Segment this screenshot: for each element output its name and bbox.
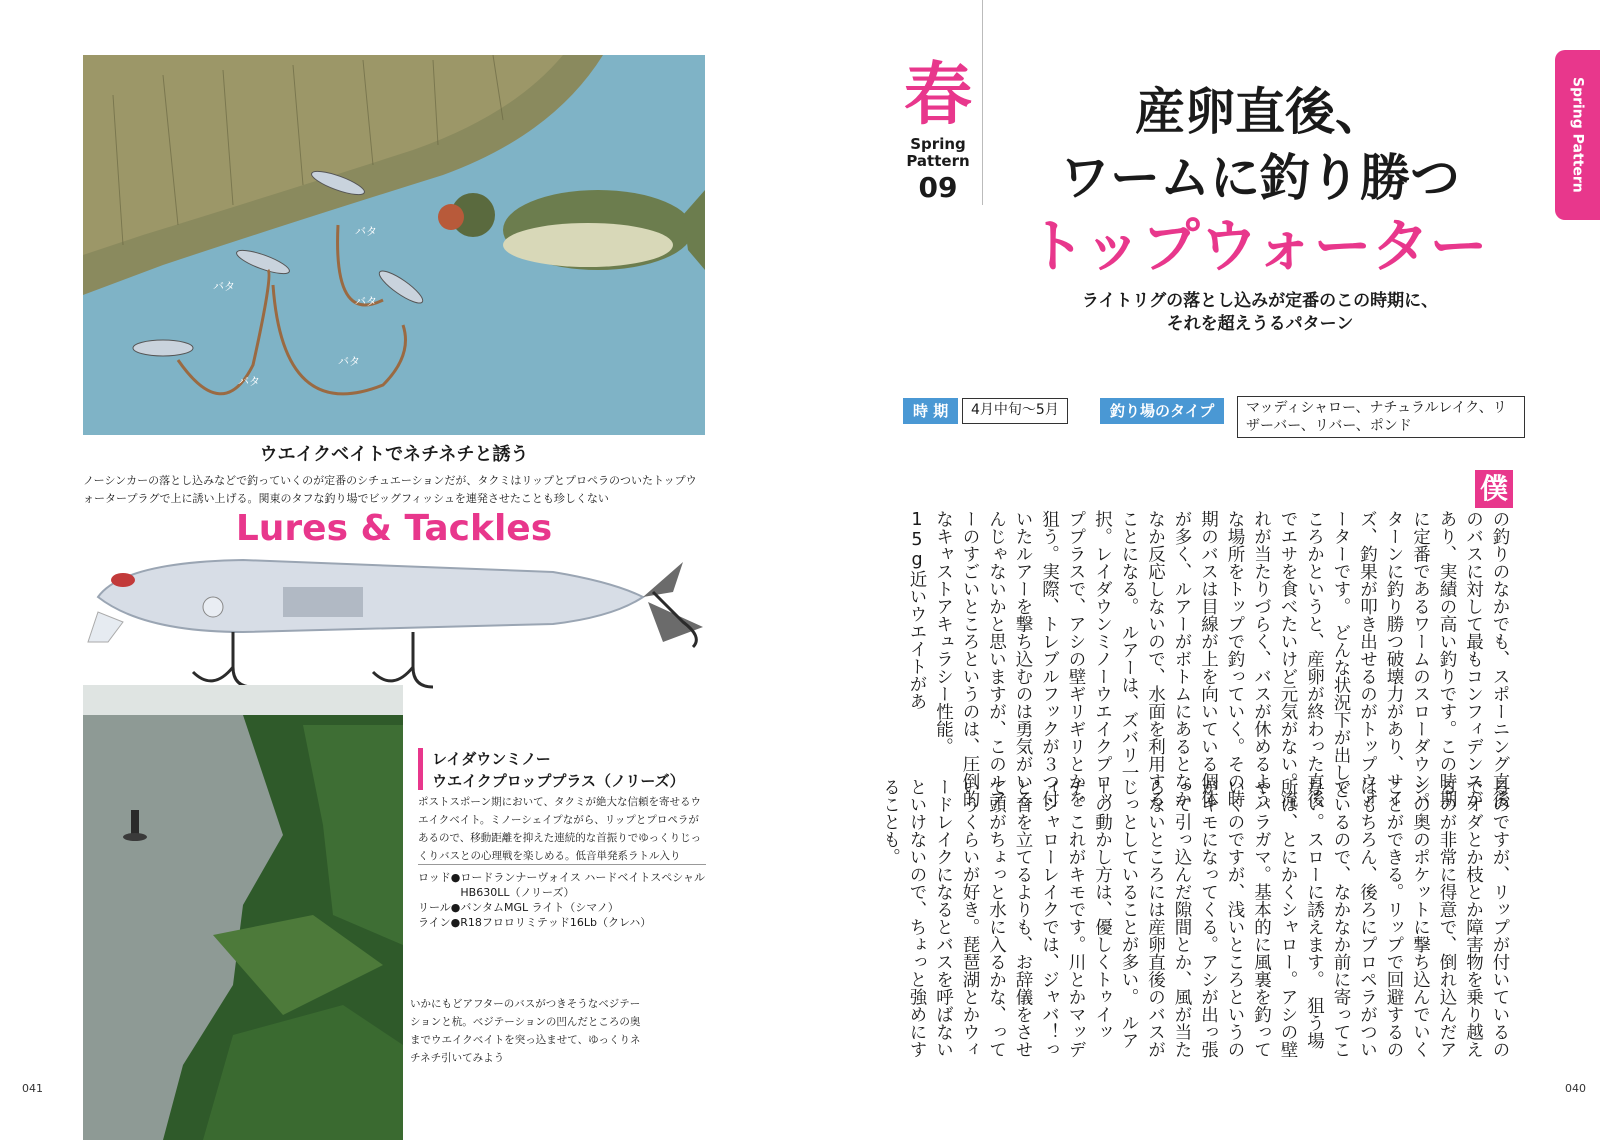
- subtitle-line: それを超えうるパターン: [1166, 314, 1354, 334]
- article-body-lower: るのですが、リップが付いているのでオダとか枝とか障害物を乗り越えるのが非常に得意で、倒れ込んだアシの奥のポケットに撃ち込んでいくことができる。リップで回避するのはもちろん、後ろにプロペラがついているので、なかなか前に寄ってこない。スローに誘えます。 狙う場所は、とにかくシャロー。アシの壁やパラガマ。基本的に風裏を釣っていくのですが、浅いところというのがキモになってくる。アシが出っ張って引っ込んだ隙間とか、風が当たらないところには産卵直後のバスがじっとしていることが多い。 ルアーの動かし方は、優しくトゥイッチ。これがキモです。川とかマッディシャローレイクでは、ジャバ！っと音を立てるよりも、お辞儀をさせて頭がちょっと水に入るかな、っていうくらいが好き。琵琶湖とかウィードレイクになるとバスを呼ばないといけないので、ちょっと強めにすることも。: [880, 778, 1510, 1058]
- page-number-left: 041: [22, 1082, 43, 1095]
- product-accent-bar: [418, 748, 423, 790]
- article-title-line: 産卵直後、: [1135, 83, 1385, 141]
- section-tab-label: Spring Pattern: [1569, 77, 1586, 193]
- article-title-line: ワームに釣り勝つ: [1060, 149, 1460, 207]
- spec-value: ロードランナーヴォイス ハードベイトスペシャルHB630LL（ノリーズ）: [460, 871, 706, 899]
- specs-divider: [418, 864, 706, 865]
- splash-label: バタ: [355, 295, 377, 308]
- spec-value: バンタムMGL ライト（シマノ）: [460, 901, 619, 914]
- fishing-illustration: [83, 55, 705, 435]
- page-number-right: 040: [1565, 1082, 1586, 1095]
- splash-label: バタ: [213, 280, 235, 293]
- period-value: 4月中旬〜5月: [962, 398, 1068, 424]
- season-subtitle-line: Pattern: [906, 152, 970, 170]
- product-name: [432, 748, 722, 792]
- article-title-highlight: トップウォーター: [1027, 212, 1488, 280]
- spec-row: [418, 915, 718, 930]
- product-name-line: レイダウンミノー: [432, 750, 551, 768]
- photo-caption: いかにもどアフターのバスがつきそうなベジテーションと杭。ベジテーションの凹んだところの奥までウエイクベイトを突っ込ませて、ゆっくりネチネチ引いてみよう: [410, 998, 641, 1064]
- pattern-number: 09: [918, 171, 958, 204]
- illustration-caption-title: ウエイクベイトでネチネチと誘う: [259, 444, 529, 465]
- spot-type-label: 釣り場のタイプ: [1100, 398, 1224, 424]
- spec-key: ライン●: [418, 916, 461, 929]
- subtitle-line: ライトリグの落とし込みが定番のこの時期に、: [1081, 291, 1439, 311]
- product-description: ポストスポーン期において、タクミが絶大な信頼を寄せるウエイクベイト。ミノーシェイプながら、リップとプロペラがあるので、移動距離を抑えた連続的な首振りでゆっくりじっくりバスとの心理戦を楽しめる。低音単発系ラトル入り: [418, 796, 702, 862]
- period-label: 時 期: [903, 398, 958, 424]
- header-divider: [982, 0, 983, 205]
- splash-label: バタ: [238, 375, 260, 388]
- article-subtitle: [1000, 290, 1520, 336]
- spec-row: [418, 870, 718, 900]
- splash-label: バタ: [355, 225, 377, 238]
- tackle-specs: [418, 870, 718, 930]
- splash-label: バタ: [338, 355, 360, 368]
- spec-key: リール●: [418, 901, 461, 914]
- season-subtitle: [898, 136, 978, 170]
- drop-cap: 僕: [1475, 470, 1513, 508]
- spec-value: R18フロロリミテッド16Lb（クレハ）: [460, 916, 652, 929]
- illustration-caption-body: ノーシンカーの落とし込みなどで釣っていくのが定番のシチュエーションだが、タクミはリップとプロペラのついたトップウォータープラグで上に誘い上げる。関東のタフな釣り場でビッグフィッシュを連発させたことも珍しくない: [83, 474, 697, 505]
- season-subtitle-line: Spring: [910, 135, 966, 153]
- spec-key: ロッド●: [418, 871, 461, 884]
- spec-row: [418, 900, 718, 915]
- spot-type-value: マッディシャロー、ナチュラルレイク、リザーバー、リバー、ポンド: [1237, 396, 1525, 438]
- lures-tackles-heading: Lures & Tackles: [235, 508, 553, 549]
- product-name-line: ウエイクプロッププラス（ノリーズ）: [432, 772, 685, 790]
- season-kanji: 春: [903, 55, 972, 135]
- location-photo: [83, 685, 403, 1140]
- article-body-upper: の釣りのなかでも、スポーニング直後のバスに対して最もコンフィデンスがあり、実績の高い釣りです。この時期に定番であるワームのスローダウンパターンに釣り勝つ破壊力があり、サイズ、釣果が叩き出せるのがトップウォーターです。 どんな状況下が出しどころかというと、産卵が終わった直後でエサを食べたいけど元気がない。流れが当たりづらく、バスが休めるような場所をトップで釣っていく。その時期のバスは目線が上を向いている個体が多く、ルアーがボトムにあるとなかなか反応しないので、水面を利用することになる。 ルアーは、ズバリ一択。レイダウンミノーウエイクプロッププラスで、アシの壁ギリギリとかを狙う。実際、トレブルフックが３つ付いたルアーを撃ち込むのは勇気がいるんじゃないかと思いますが、このルアーのすごいところというのは、圧倒的なキャストアキュラシー性能。15g近いウエイトがあ: [907, 510, 1510, 808]
